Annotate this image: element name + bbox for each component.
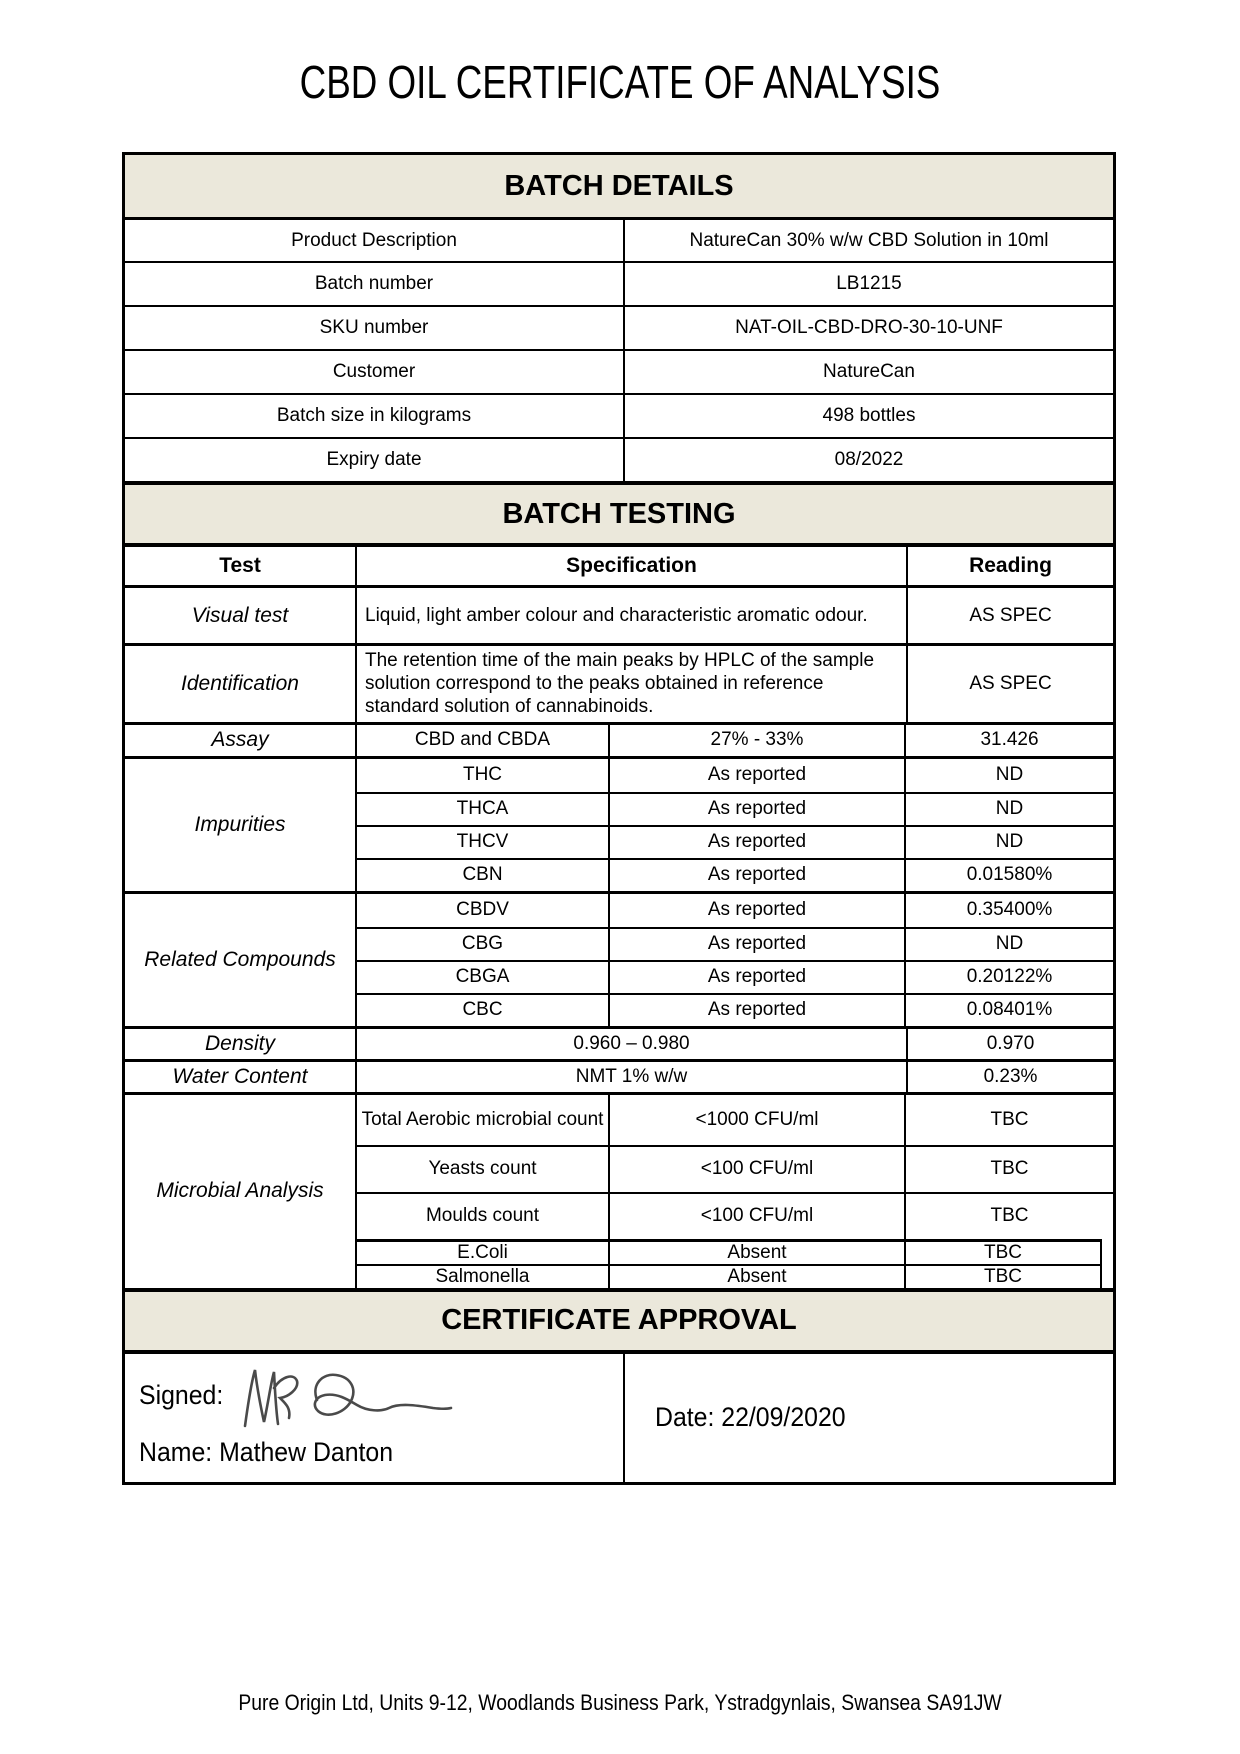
test-block-microbial — [125, 1092, 1113, 1288]
analyte: CBN — [357, 860, 610, 891]
reading: ND — [995, 764, 1024, 786]
test-name: Impurities — [125, 759, 357, 891]
date-cell — [625, 1354, 1113, 1482]
reading: 0.08401% — [966, 999, 1053, 1021]
batch-details-heading: BATCH DETAILS — [125, 155, 1113, 217]
spec: As reported — [610, 827, 906, 858]
test-name: Microbial Analysis — [125, 1095, 357, 1288]
detail-value: 08/2022 — [834, 449, 904, 470]
detail-label: Customer — [125, 351, 625, 393]
detail-label: Expiry date — [125, 439, 625, 481]
spec: As reported — [610, 794, 906, 825]
analyte: E.Coli — [357, 1242, 610, 1264]
detail-row-batch-number — [125, 261, 1113, 305]
page-title: CBD OIL CERTIFICATE OF ANALYSIS — [299, 56, 941, 108]
detail-label: Batch size in kilograms — [125, 395, 625, 437]
analyte: Yeasts count — [357, 1147, 610, 1192]
compound-row — [357, 927, 1113, 960]
test-specification: Liquid, light amber colour and characteristic aromatic odour. — [357, 588, 908, 643]
test-row-identification — [125, 643, 1113, 722]
impurities-rows — [357, 759, 1113, 891]
analyte: Moulds count — [357, 1194, 610, 1239]
detail-value: LB1215 — [836, 273, 902, 294]
related-compounds-rows — [357, 894, 1113, 1026]
detail-value: NatureCan 30% w/w CBD Solution in 10ml — [689, 229, 1049, 251]
test-reading: AS SPEC — [969, 604, 1052, 626]
microbial-row — [357, 1239, 1102, 1264]
detail-label: Batch number — [125, 263, 625, 305]
impurity-row — [357, 759, 1113, 792]
analyte: CBDV — [357, 894, 610, 927]
density-reading: 0.970 — [986, 1032, 1035, 1054]
assay-spec: 27% - 33% — [610, 725, 906, 756]
analyte: Total Aerobic microbial count — [357, 1095, 610, 1145]
batch-testing-heading: BATCH TESTING — [125, 481, 1113, 543]
test-block-impurities — [125, 756, 1113, 891]
detail-value: 498 bottles — [822, 405, 916, 426]
test-name: Identification — [125, 646, 357, 722]
water-content-reading: 0.23% — [983, 1065, 1038, 1087]
approval-row — [125, 1350, 1113, 1482]
analyte: THCA — [357, 794, 610, 825]
spec: As reported — [610, 962, 906, 993]
test-row-water-content — [125, 1059, 1113, 1092]
reading: ND — [995, 933, 1024, 955]
date-label: Date: 22/09/2020 — [655, 1402, 846, 1433]
test-name: Density — [125, 1029, 357, 1059]
detail-row-batch-size — [125, 393, 1113, 437]
spec: As reported — [610, 860, 906, 891]
reading: TBC — [990, 1205, 1029, 1227]
water-content-spec: NMT 1% w/w — [357, 1062, 908, 1092]
column-header-reading: Reading — [969, 554, 1052, 577]
reading: TBC — [990, 1158, 1029, 1180]
spec: As reported — [610, 759, 906, 792]
spec: Absent — [610, 1242, 906, 1264]
detail-value: NAT-OIL-CBD-DRO-30-10-UNF — [735, 317, 1003, 338]
analyte: CBC — [357, 995, 610, 1026]
microbial-row — [357, 1145, 1113, 1192]
test-name: Water Content — [125, 1062, 357, 1092]
analyte: CBG — [357, 929, 610, 960]
microbial-row — [357, 1095, 1113, 1145]
column-header-specification: Specification — [357, 547, 908, 585]
spec: Absent — [610, 1266, 906, 1288]
testing-header-row — [125, 543, 1113, 585]
microbial-row — [357, 1192, 1113, 1239]
analyte: CBGA — [357, 962, 610, 993]
spec: As reported — [610, 894, 906, 927]
impurity-row — [357, 792, 1113, 825]
compound-row — [357, 993, 1113, 1026]
footer-address: Pure Origin Ltd, Units 9-12, Woodlands Business Park, Ystradgynlais, Swansea SA91JW — [238, 1690, 1002, 1715]
detail-row-customer — [125, 349, 1113, 393]
reading: ND — [995, 831, 1024, 853]
analyte: THC — [357, 759, 610, 792]
name-label: Name: Mathew Danton — [139, 1436, 394, 1467]
spec: <100 CFU/ml — [610, 1147, 906, 1192]
reading: TBC — [984, 1241, 1022, 1263]
assay-reading: 31.426 — [980, 729, 1039, 751]
test-name: Visual test — [125, 588, 357, 643]
analyte: Salmonella — [357, 1266, 610, 1288]
detail-label: SKU number — [125, 307, 625, 349]
reading: 0.35400% — [966, 899, 1053, 921]
analyte: THCV — [357, 827, 610, 858]
signature-cell — [125, 1354, 625, 1482]
test-specification: The retention time of the main peaks by HPLC of the sample solution correspond to the peaks obtained in reference standard solution of cannabinoids. — [357, 646, 908, 722]
test-name: Assay — [125, 725, 357, 756]
detail-row-product-description — [125, 217, 1113, 261]
certificate-table — [122, 152, 1116, 1485]
impurity-row — [357, 858, 1113, 891]
test-name: Related Compounds — [125, 894, 357, 1026]
spec: <100 CFU/ml — [610, 1194, 906, 1239]
density-spec: 0.960 – 0.980 — [357, 1029, 908, 1059]
test-row-assay — [125, 722, 1113, 756]
microbial-rows — [357, 1095, 1113, 1288]
reading: TBC — [990, 1108, 1029, 1130]
certificate-approval-heading: CERTIFICATE APPROVAL — [125, 1288, 1113, 1350]
detail-row-sku-number — [125, 305, 1113, 349]
assay-analyte: CBD and CBDA — [357, 725, 610, 756]
test-row-density — [125, 1026, 1113, 1059]
microbial-row — [357, 1264, 1102, 1288]
impurity-row — [357, 825, 1113, 858]
compound-row — [357, 894, 1113, 927]
detail-row-expiry-date — [125, 437, 1113, 481]
reading: TBC — [984, 1265, 1022, 1287]
test-block-related-compounds — [125, 891, 1113, 1026]
detail-value: NatureCan — [823, 361, 915, 382]
spec: As reported — [610, 929, 906, 960]
column-header-test: Test — [125, 547, 357, 585]
reading: ND — [995, 798, 1024, 820]
signed-label: Signed: — [139, 1379, 224, 1410]
detail-label: Product Description — [125, 220, 625, 261]
reading: 0.20122% — [966, 966, 1053, 988]
compound-row — [357, 960, 1113, 993]
spec: <1000 CFU/ml — [610, 1095, 906, 1145]
test-row-visual — [125, 585, 1113, 643]
reading: 0.01580% — [966, 864, 1053, 886]
test-reading: AS SPEC — [969, 672, 1052, 694]
spec: As reported — [610, 995, 906, 1026]
